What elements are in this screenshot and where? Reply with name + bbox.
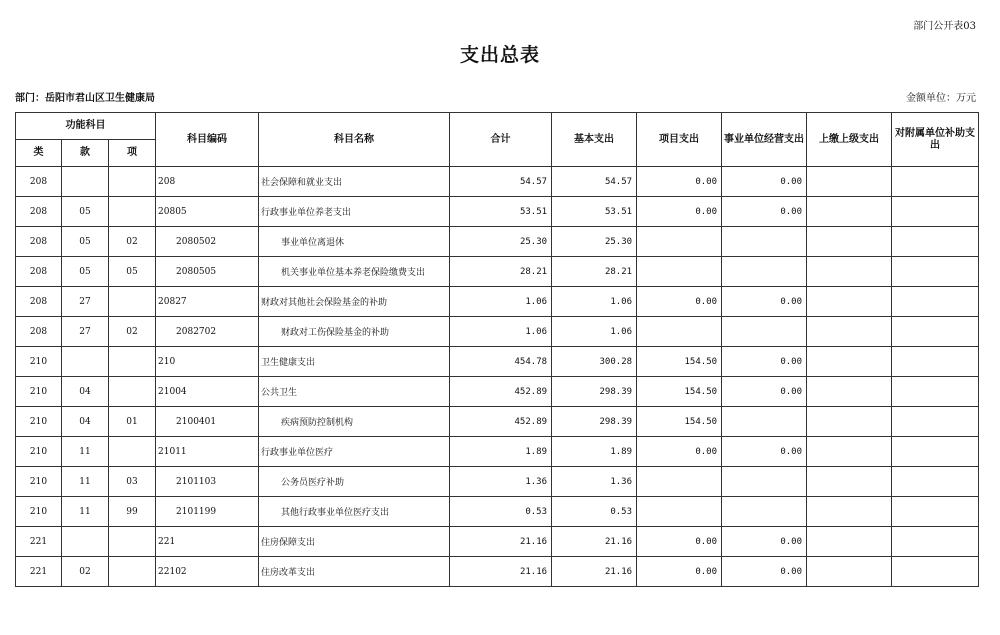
cell-subsidy [892, 287, 979, 317]
page-title: 支出总表 [459, 44, 540, 66]
document-code: 部门公开表03 [913, 21, 976, 32]
cell-lei: 208 [16, 227, 62, 257]
cell-total: 1.06 [450, 317, 552, 347]
cell-basic: 1.06 [552, 287, 637, 317]
table-row [16, 257, 979, 287]
cell-xiang [109, 557, 156, 587]
cell-basic: 0.53 [552, 497, 637, 527]
header-func-group: 功能科目 [16, 113, 156, 140]
header-project: 项目支出 [637, 113, 722, 167]
cell-code: 221 [156, 527, 259, 557]
cell-basic: 21.16 [552, 557, 637, 587]
cell-total: 0.53 [450, 497, 552, 527]
amount-unit-label: 金额单位：万元 [906, 93, 976, 104]
cell-code: 2082702 [156, 317, 259, 347]
cell-upper [807, 257, 892, 287]
cell-upper [807, 287, 892, 317]
table-row [16, 407, 979, 437]
cell-basic: 53.51 [552, 197, 637, 227]
cell-project: 154.50 [637, 347, 722, 377]
cell-project: 0.00 [637, 287, 722, 317]
header-basic: 基本支出 [552, 113, 637, 167]
cell-code: 20827 [156, 287, 259, 317]
cell-upper [807, 377, 892, 407]
cell-kuan: 05 [62, 227, 109, 257]
cell-upper [807, 167, 892, 197]
cell-xiang [109, 167, 156, 197]
cell-xiang [109, 287, 156, 317]
cell-xiang: 02 [109, 317, 156, 347]
cell-xiang [109, 347, 156, 377]
cell-business [722, 227, 807, 257]
cell-subsidy [892, 407, 979, 437]
cell-lei: 210 [16, 377, 62, 407]
cell-code: 210 [156, 347, 259, 377]
cell-total: 21.16 [450, 557, 552, 587]
cell-business: 0.00 [722, 287, 807, 317]
cell-project [637, 227, 722, 257]
cell-total: 1.36 [450, 467, 552, 497]
cell-xiang [109, 197, 156, 227]
cell-code: 20805 [156, 197, 259, 227]
cell-project: 154.50 [637, 407, 722, 437]
cell-code: 22102 [156, 557, 259, 587]
cell-subsidy [892, 437, 979, 467]
cell-total: 454.78 [450, 347, 552, 377]
cell-total: 28.21 [450, 257, 552, 287]
cell-upper [807, 497, 892, 527]
cell-lei: 210 [16, 467, 62, 497]
cell-upper [807, 557, 892, 587]
cell-code: 2080505 [156, 257, 259, 287]
cell-code: 2100401 [156, 407, 259, 437]
cell-subsidy [892, 527, 979, 557]
cell-subsidy [892, 347, 979, 377]
table-row [16, 167, 979, 197]
table-row [16, 557, 979, 587]
cell-total: 54.57 [450, 167, 552, 197]
cell-lei: 208 [16, 317, 62, 347]
cell-subsidy [892, 257, 979, 287]
header-kuan: 款 [62, 140, 109, 167]
cell-name: 住房保障支出 [259, 527, 450, 557]
cell-subsidy [892, 167, 979, 197]
cell-basic: 298.39 [552, 407, 637, 437]
cell-upper [807, 317, 892, 347]
cell-name: 公务员医疗补助 [259, 467, 450, 497]
cell-project [637, 467, 722, 497]
cell-lei: 210 [16, 407, 62, 437]
cell-business: 0.00 [722, 377, 807, 407]
header-upper: 上缴上级支出 [807, 113, 892, 167]
cell-project [637, 497, 722, 527]
cell-kuan: 05 [62, 197, 109, 227]
table-body [16, 167, 979, 587]
cell-subsidy [892, 497, 979, 527]
cell-business: 0.00 [722, 167, 807, 197]
table-row [16, 347, 979, 377]
cell-lei: 210 [16, 497, 62, 527]
cell-name: 社会保障和就业支出 [259, 167, 450, 197]
cell-name: 行政事业单位医疗 [259, 437, 450, 467]
cell-basic: 298.39 [552, 377, 637, 407]
header-subsidy: 对附属单位补助支出 [892, 113, 979, 167]
cell-business [722, 497, 807, 527]
header-lei: 类 [16, 140, 62, 167]
cell-kuan: 11 [62, 497, 109, 527]
cell-name: 财政对工伤保险基金的补助 [259, 317, 450, 347]
cell-code: 2101103 [156, 467, 259, 497]
cell-xiang: 02 [109, 227, 156, 257]
cell-upper [807, 467, 892, 497]
cell-code: 21004 [156, 377, 259, 407]
cell-upper [807, 527, 892, 557]
cell-name: 住房改革支出 [259, 557, 450, 587]
table-row [16, 317, 979, 347]
cell-code: 2101199 [156, 497, 259, 527]
cell-upper [807, 437, 892, 467]
cell-subsidy [892, 317, 979, 347]
cell-kuan [62, 167, 109, 197]
cell-xiang: 03 [109, 467, 156, 497]
cell-kuan: 04 [62, 407, 109, 437]
cell-upper [807, 227, 892, 257]
cell-total: 452.89 [450, 377, 552, 407]
cell-name: 其他行政事业单位医疗支出 [259, 497, 450, 527]
cell-code: 21011 [156, 437, 259, 467]
cell-basic: 300.28 [552, 347, 637, 377]
cell-business [722, 257, 807, 287]
cell-project: 0.00 [637, 167, 722, 197]
cell-kuan [62, 527, 109, 557]
cell-lei: 208 [16, 167, 62, 197]
cell-total: 21.16 [450, 527, 552, 557]
cell-total: 25.30 [450, 227, 552, 257]
cell-subsidy [892, 377, 979, 407]
cell-subsidy [892, 197, 979, 227]
cell-kuan: 05 [62, 257, 109, 287]
table-row [16, 437, 979, 467]
table-row [16, 467, 979, 497]
cell-subsidy [892, 557, 979, 587]
cell-lei: 210 [16, 347, 62, 377]
header-total: 合计 [450, 113, 552, 167]
cell-project [637, 317, 722, 347]
department-label: 部门：岳阳市君山区卫生健康局 [15, 93, 155, 104]
cell-xiang: 99 [109, 497, 156, 527]
cell-project: 154.50 [637, 377, 722, 407]
cell-kuan: 04 [62, 377, 109, 407]
cell-name: 行政事业单位养老支出 [259, 197, 450, 227]
cell-project: 0.00 [637, 557, 722, 587]
cell-basic: 25.30 [552, 227, 637, 257]
cell-project: 0.00 [637, 197, 722, 227]
cell-total: 452.89 [450, 407, 552, 437]
cell-xiang: 01 [109, 407, 156, 437]
cell-lei: 221 [16, 527, 62, 557]
cell-project: 0.00 [637, 437, 722, 467]
cell-upper [807, 347, 892, 377]
cell-lei: 208 [16, 287, 62, 317]
cell-name: 卫生健康支出 [259, 347, 450, 377]
cell-xiang [109, 377, 156, 407]
cell-subsidy [892, 227, 979, 257]
cell-business: 0.00 [722, 557, 807, 587]
header-code: 科目编码 [156, 113, 259, 167]
cell-subsidy [892, 467, 979, 497]
cell-business [722, 317, 807, 347]
cell-basic: 1.89 [552, 437, 637, 467]
cell-name: 财政对其他社会保险基金的补助 [259, 287, 450, 317]
table-row [16, 197, 979, 227]
cell-xiang: 05 [109, 257, 156, 287]
cell-kuan: 27 [62, 287, 109, 317]
cell-business: 0.00 [722, 347, 807, 377]
cell-basic: 1.36 [552, 467, 637, 497]
cell-code: 208 [156, 167, 259, 197]
cell-upper [807, 197, 892, 227]
table-row [16, 287, 979, 317]
cell-total: 1.06 [450, 287, 552, 317]
cell-project [637, 257, 722, 287]
cell-basic: 28.21 [552, 257, 637, 287]
header-name: 科目名称 [259, 113, 450, 167]
cell-business: 0.00 [722, 437, 807, 467]
cell-lei: 208 [16, 197, 62, 227]
header-business: 事业单位经营支出 [722, 113, 807, 167]
cell-basic: 54.57 [552, 167, 637, 197]
cell-code: 2080502 [156, 227, 259, 257]
cell-total: 1.89 [450, 437, 552, 467]
cell-name: 疾病预防控制机构 [259, 407, 450, 437]
table-row [16, 377, 979, 407]
table-row [16, 497, 979, 527]
cell-kuan: 27 [62, 317, 109, 347]
cell-xiang [109, 437, 156, 467]
cell-name: 机关事业单位基本养老保险缴费支出 [259, 257, 450, 287]
cell-kuan: 02 [62, 557, 109, 587]
header-xiang: 项 [109, 140, 156, 167]
expenditure-table [15, 112, 979, 587]
cell-xiang [109, 527, 156, 557]
cell-lei: 208 [16, 257, 62, 287]
cell-business: 0.00 [722, 197, 807, 227]
cell-kuan [62, 347, 109, 377]
cell-kuan: 11 [62, 437, 109, 467]
cell-basic: 1.06 [552, 317, 637, 347]
table-row [16, 227, 979, 257]
cell-lei: 210 [16, 437, 62, 467]
cell-name: 公共卫生 [259, 377, 450, 407]
table-row [16, 527, 979, 557]
cell-total: 53.51 [450, 197, 552, 227]
cell-name: 事业单位离退休 [259, 227, 450, 257]
cell-kuan: 11 [62, 467, 109, 497]
cell-lei: 221 [16, 557, 62, 587]
cell-business [722, 407, 807, 437]
cell-upper [807, 407, 892, 437]
cell-basic: 21.16 [552, 527, 637, 557]
cell-project: 0.00 [637, 527, 722, 557]
cell-business [722, 467, 807, 497]
cell-business: 0.00 [722, 527, 807, 557]
